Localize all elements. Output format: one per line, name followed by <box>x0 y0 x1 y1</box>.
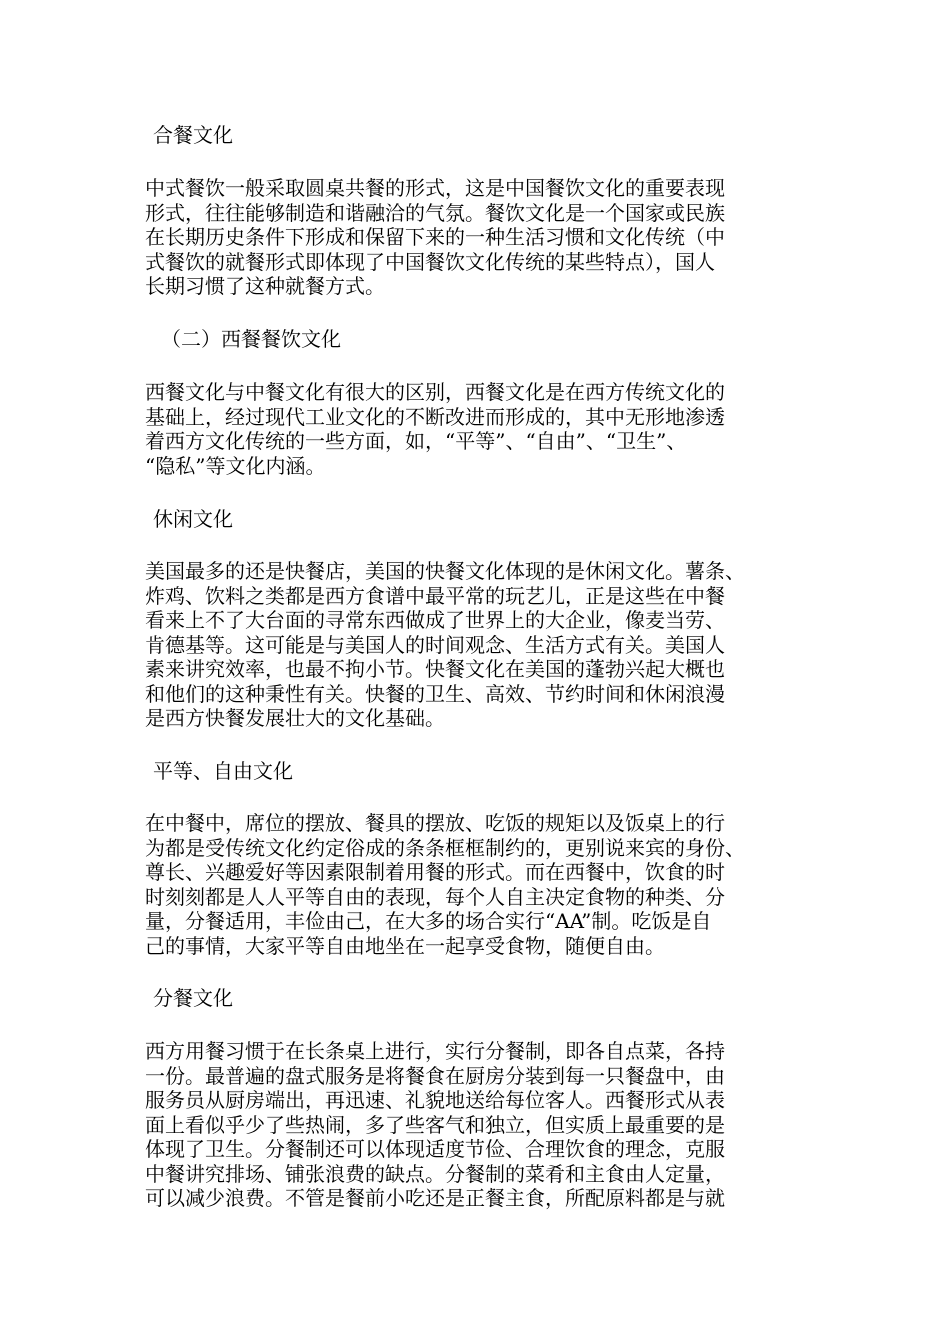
paragraph-2 <box>145 380 820 478</box>
paragraph-3 <box>145 559 820 731</box>
paragraph-line: 素来讲究效率，也最不拘小节。快餐文化在美国的蓬勃兴起大概也 <box>145 657 725 681</box>
section-heading-5: 分餐文化 <box>153 986 233 1010</box>
paragraph-line: 时刻刻都是人人平等自由的表现，每个人自主决定食物的种类、分 <box>145 884 725 909</box>
section-heading-4: 平等、自由文化 <box>153 759 293 783</box>
paragraph-5 <box>145 1039 820 1211</box>
paragraph-line: 长期习惯了这种就餐方式。 <box>145 274 385 298</box>
paragraph-line: 西方用餐习惯于在长条桌上进行，实行分餐制，即各自点菜，各持 <box>145 1039 725 1063</box>
section-heading-3: 休闲文化 <box>153 507 233 531</box>
paragraph-line: 在长期历史条件下形成和保留下来的一种生活习惯和文化传统（中 <box>145 225 725 249</box>
section-heading-2: （二）西餐餐饮文化 <box>161 327 341 351</box>
paragraph-line: 服务员从厨房端出，再迅速、礼貌地送给每位客人。西餐形式从表 <box>145 1088 725 1112</box>
paragraph-line: 美国最多的还是快餐店，美国的快餐文化体现的是休闲文化。薯条、 <box>145 559 745 583</box>
paragraph-1 <box>145 176 820 299</box>
paragraph-line: 看来上不了大台面的寻常东西做成了世界上的大企业，像麦当劳、 <box>145 608 725 632</box>
section-heading-1: 合餐文化 <box>153 123 233 147</box>
paragraph-line: 是西方快餐发展壮大的文化基础。 <box>145 706 445 730</box>
paragraph-line: 炸鸡、饮料之类都是西方食谱中最平常的玩艺儿，正是这些在中餐 <box>145 583 725 608</box>
paragraph-line: 肯德基等。这可能是与美国人的时间观念、生活方式有关。美国人 <box>145 632 725 657</box>
paragraph-line: 可以减少浪费。不管是餐前小吃还是正餐主食，所配原料都是与就 <box>145 1186 725 1210</box>
paragraph-line: 量，分餐适用，丰俭由己，在大多的场合实行“AA”制。吃饭是自 <box>145 909 712 933</box>
paragraph-line: 尊长、兴趣爱好等因素限制着用餐的形式。而在西餐中，饮食的时 <box>145 860 725 884</box>
paragraph-line: 形式，往往能够制造和谐融洽的气氛。餐饮文化是一个国家或民族 <box>145 200 725 225</box>
paragraph-line: 基础上，经过现代工业文化的不断改进而形成的，其中无形地渗透 <box>145 404 725 429</box>
paragraph-line: 式餐饮的就餐形式即体现了中国餐饮文化传统的某些特点），国人 <box>145 249 715 274</box>
paragraph-line: 一份。最普遍的盘式服务是将餐食在厨房分装到每一只餐盘中，由 <box>145 1063 725 1088</box>
paragraph-line: 中餐讲究排场、铺张浪费的缺点。分餐制的菜肴和主食由人定量， <box>145 1161 725 1186</box>
paragraph-line: 中式餐饮一般采取圆桌共餐的形式，这是中国餐饮文化的重要表现 <box>145 176 725 200</box>
paragraph-line: “隐私”等文化内涵。 <box>145 453 326 478</box>
paragraph-line: 在中餐中，席位的摆放、餐具的摆放、吃饭的规矩以及饭桌上的行 <box>145 811 725 835</box>
paragraph-line: 体现了卫生。分餐制还可以体现适度节俭、合理饮食的理念，克服 <box>145 1137 725 1161</box>
paragraph-line: 着西方文化传统的一些方面，如，“平等”、“自由”、“卫生”、 <box>145 429 687 453</box>
paragraph-line: 面上看似乎少了些热闹，多了些客气和独立，但实质上最重要的是 <box>145 1112 725 1137</box>
paragraph-4 <box>145 811 820 958</box>
paragraph-line: 西餐文化与中餐文化有很大的区别，西餐文化是在西方传统文化的 <box>145 380 725 404</box>
paragraph-line: 和他们的这种秉性有关。快餐的卫生、高效、节约时间和休闲浪漫 <box>145 681 725 706</box>
paragraph-line: 己的事情，大家平等自由地坐在一起享受食物，随便自由。 <box>145 933 665 958</box>
paragraph-line: 为都是受传统文化约定俗成的条条框框制约的，更别说来宾的身份、 <box>145 835 745 860</box>
